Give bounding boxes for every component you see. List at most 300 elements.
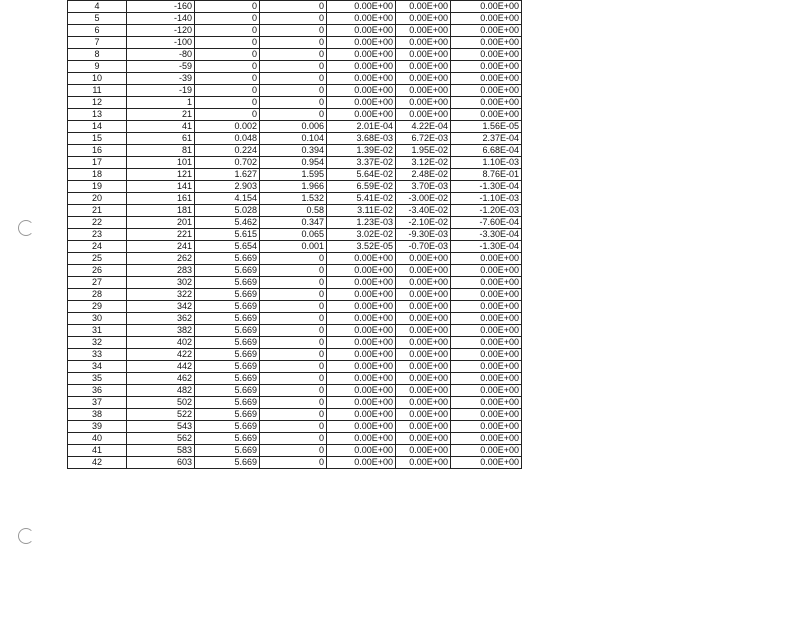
table-row [68, 85, 522, 97]
table-cell: 0.00E+00 [451, 49, 522, 61]
table-cell: 13 [68, 109, 127, 121]
table-cell: 0.00E+00 [451, 421, 522, 433]
table-cell: 2.01E-04 [327, 121, 396, 133]
table-row [68, 97, 522, 109]
table-cell: -39 [127, 73, 195, 85]
table-cell: 0 [195, 73, 260, 85]
table-cell: 5.669 [195, 289, 260, 301]
table-cell: -100 [127, 37, 195, 49]
table-cell: 41 [68, 445, 127, 457]
table-cell: 25 [68, 253, 127, 265]
table-cell: 5.669 [195, 253, 260, 265]
table-cell: 121 [127, 169, 195, 181]
table-cell: 0.00E+00 [327, 313, 396, 325]
table-cell: 5.669 [195, 325, 260, 337]
table-cell: 5.669 [195, 301, 260, 313]
table-cell: -1.30E-04 [451, 241, 522, 253]
table-cell: -59 [127, 61, 195, 73]
table-cell: 14 [68, 121, 127, 133]
table-cell: 0.00E+00 [327, 397, 396, 409]
table-cell: 0.00E+00 [396, 421, 451, 433]
table-cell: 0 [260, 277, 327, 289]
table-row [68, 253, 522, 265]
table-cell: 5 [68, 13, 127, 25]
table-cell: 0.00E+00 [451, 289, 522, 301]
table-cell: 0.00E+00 [396, 265, 451, 277]
table-cell: 5.669 [195, 421, 260, 433]
table-cell: 0.00E+00 [396, 85, 451, 97]
table-cell: 5.669 [195, 349, 260, 361]
table-cell: 6 [68, 25, 127, 37]
table-cell: 0 [260, 457, 327, 469]
table-cell: 0.00E+00 [327, 301, 396, 313]
table-cell: 0.00E+00 [327, 337, 396, 349]
table-row [68, 241, 522, 253]
table-cell: 0.00E+00 [396, 373, 451, 385]
table-cell: 322 [127, 289, 195, 301]
table-cell: 15 [68, 133, 127, 145]
table-cell: 35 [68, 373, 127, 385]
table-cell: 0.00E+00 [396, 253, 451, 265]
table-cell: -140 [127, 13, 195, 25]
table-row [68, 133, 522, 145]
table-cell: 0.00E+00 [327, 97, 396, 109]
table-cell: 0 [260, 349, 327, 361]
table-cell: 0.00E+00 [327, 265, 396, 277]
table-cell: 0.00E+00 [327, 349, 396, 361]
table-row [68, 13, 522, 25]
table-cell: 1.595 [260, 169, 327, 181]
table-cell: 36 [68, 385, 127, 397]
table-cell: 3.70E-03 [396, 181, 451, 193]
table-row [68, 409, 522, 421]
table-cell: 0 [260, 301, 327, 313]
table-cell: 8.76E-01 [451, 169, 522, 181]
table-cell: 5.669 [195, 361, 260, 373]
table-cell: 0.00E+00 [327, 277, 396, 289]
table-cell: 0.00E+00 [451, 97, 522, 109]
table-row [68, 145, 522, 157]
table-cell: 0.00E+00 [451, 25, 522, 37]
table-cell: 0.104 [260, 133, 327, 145]
table-cell: 4 [68, 1, 127, 13]
table-cell: 0.00E+00 [396, 37, 451, 49]
table-cell: 5.669 [195, 433, 260, 445]
table-cell: 0.00E+00 [327, 433, 396, 445]
table-cell: 0.224 [195, 145, 260, 157]
table-cell: 0.00E+00 [396, 337, 451, 349]
table-cell: 0 [260, 37, 327, 49]
table-cell: 21 [127, 109, 195, 121]
table-cell: 81 [127, 145, 195, 157]
table-cell: 0.00E+00 [396, 97, 451, 109]
table-cell: 12 [68, 97, 127, 109]
table-cell: 21 [68, 205, 127, 217]
table-cell: 40 [68, 433, 127, 445]
table-cell: 0.00E+00 [327, 1, 396, 13]
table-row [68, 193, 522, 205]
table-cell: 0 [260, 361, 327, 373]
table-cell: 0.00E+00 [451, 373, 522, 385]
table-cell: 0.00E+00 [396, 409, 451, 421]
table-cell: 0 [260, 97, 327, 109]
table-cell: 3.12E-02 [396, 157, 451, 169]
table-cell: 382 [127, 325, 195, 337]
table-cell: 141 [127, 181, 195, 193]
table-cell: 5.462 [195, 217, 260, 229]
table-cell: 29 [68, 301, 127, 313]
table-cell: 0.00E+00 [396, 1, 451, 13]
table-cell: 1.627 [195, 169, 260, 181]
table-cell: -0.70E-03 [396, 241, 451, 253]
table-cell: 0 [260, 49, 327, 61]
table-row [68, 37, 522, 49]
table-cell: 0.00E+00 [451, 37, 522, 49]
table-cell: 5.669 [195, 397, 260, 409]
table-cell: 0.00E+00 [451, 433, 522, 445]
table-row [68, 349, 522, 361]
table-cell: 0 [260, 325, 327, 337]
table-cell: 0.00E+00 [451, 73, 522, 85]
table-cell: 0.00E+00 [327, 109, 396, 121]
table-cell: 0.00E+00 [451, 301, 522, 313]
table-row [68, 445, 522, 457]
table-cell: 28 [68, 289, 127, 301]
table-cell: 1.39E-02 [327, 145, 396, 157]
table-cell: 0 [195, 13, 260, 25]
table-cell: 0.00E+00 [396, 73, 451, 85]
table-cell: 342 [127, 301, 195, 313]
table-cell: 0.00E+00 [396, 325, 451, 337]
table-row [68, 181, 522, 193]
table-cell: 6.59E-02 [327, 181, 396, 193]
table-cell: 0.00E+00 [396, 349, 451, 361]
table-cell: 0.00E+00 [451, 361, 522, 373]
table-cell: 2.37E-04 [451, 133, 522, 145]
table-cell: 502 [127, 397, 195, 409]
table-row [68, 277, 522, 289]
table-cell: 0.00E+00 [451, 61, 522, 73]
table-cell: 16 [68, 145, 127, 157]
table-cell: 5.669 [195, 409, 260, 421]
table-cell: 24 [68, 241, 127, 253]
table-cell: 0 [260, 13, 327, 25]
table-cell: 0.00E+00 [396, 109, 451, 121]
table-cell: 0 [260, 253, 327, 265]
table-cell: 0.00E+00 [396, 277, 451, 289]
table-cell: 37 [68, 397, 127, 409]
table-cell: 0 [260, 25, 327, 37]
table-cell: 0 [260, 433, 327, 445]
table-cell: -2.10E-02 [396, 217, 451, 229]
table-row [68, 361, 522, 373]
table-cell: 41 [127, 121, 195, 133]
table-cell: 0.00E+00 [327, 325, 396, 337]
table-cell: 0 [195, 85, 260, 97]
table-cell: -1.10E-03 [451, 193, 522, 205]
table-cell: 0.58 [260, 205, 327, 217]
table-cell: -1.30E-04 [451, 181, 522, 193]
table-cell: 1.532 [260, 193, 327, 205]
table-cell: 5.669 [195, 445, 260, 457]
table-cell: 0.00E+00 [396, 457, 451, 469]
table-cell: 0.00E+00 [451, 13, 522, 25]
table-cell: 0.00E+00 [327, 445, 396, 457]
table-cell: 18 [68, 169, 127, 181]
table-cell: 283 [127, 265, 195, 277]
table-cell: 181 [127, 205, 195, 217]
table-cell: 0 [195, 49, 260, 61]
table-cell: 3.11E-02 [327, 205, 396, 217]
table-cell: 0.00E+00 [396, 61, 451, 73]
table-cell: 5.64E-02 [327, 169, 396, 181]
table-cell: 0.065 [260, 229, 327, 241]
table-cell: -3.30E-04 [451, 229, 522, 241]
table-cell: 0 [260, 265, 327, 277]
table-row [68, 25, 522, 37]
table-cell: 20 [68, 193, 127, 205]
table-cell: 3.68E-03 [327, 133, 396, 145]
table-cell: 32 [68, 337, 127, 349]
table-cell: 5.669 [195, 265, 260, 277]
table-cell: 0.00E+00 [327, 61, 396, 73]
table-cell: 0.00E+00 [451, 349, 522, 361]
table-cell: 34 [68, 361, 127, 373]
table-cell: 0.00E+00 [396, 49, 451, 61]
table-cell: 0.002 [195, 121, 260, 133]
table-cell: 0.394 [260, 145, 327, 157]
table-cell: 0.00E+00 [451, 313, 522, 325]
table-cell: 0.00E+00 [396, 13, 451, 25]
table-row [68, 229, 522, 241]
table-cell: 5.669 [195, 277, 260, 289]
table-cell: 0.702 [195, 157, 260, 169]
table-cell: 0.00E+00 [451, 337, 522, 349]
table-row [68, 397, 522, 409]
table-cell: 5.654 [195, 241, 260, 253]
table-cell: 0.00E+00 [327, 457, 396, 469]
table-cell: 1.10E-03 [451, 157, 522, 169]
table-cell: 0.347 [260, 217, 327, 229]
table-cell: 302 [127, 277, 195, 289]
table-cell: 4.22E-04 [396, 121, 451, 133]
table-cell: 0.00E+00 [327, 409, 396, 421]
punch-hole-mark-lower [18, 528, 34, 544]
table-cell: 0.00E+00 [451, 277, 522, 289]
table-cell: 522 [127, 409, 195, 421]
table-cell: 1 [127, 97, 195, 109]
table-cell: 0.00E+00 [327, 49, 396, 61]
table-cell: 6.68E-04 [451, 145, 522, 157]
table-cell: 0.00E+00 [451, 1, 522, 13]
table-cell: 0.001 [260, 241, 327, 253]
table-cell: 0.00E+00 [451, 85, 522, 97]
table-cell: 583 [127, 445, 195, 457]
table-cell: 422 [127, 349, 195, 361]
table-row [68, 325, 522, 337]
table-cell: 0 [260, 385, 327, 397]
table-cell: 30 [68, 313, 127, 325]
table-cell: 0.00E+00 [327, 85, 396, 97]
table-cell: 5.028 [195, 205, 260, 217]
table-cell: 0 [260, 445, 327, 457]
table-cell: 262 [127, 253, 195, 265]
table-cell: 42 [68, 457, 127, 469]
table-cell: 5.41E-02 [327, 193, 396, 205]
table-row [68, 121, 522, 133]
table-cell: 0 [260, 397, 327, 409]
table-row [68, 457, 522, 469]
table-cell: 201 [127, 217, 195, 229]
table-cell: 4.154 [195, 193, 260, 205]
table-row [68, 61, 522, 73]
table-cell: 0.00E+00 [327, 361, 396, 373]
table-cell: 402 [127, 337, 195, 349]
table-cell: -9.30E-03 [396, 229, 451, 241]
table-cell: 0.00E+00 [327, 289, 396, 301]
table-cell: 1.56E-05 [451, 121, 522, 133]
table-cell: 0.00E+00 [451, 385, 522, 397]
table-cell: 0.00E+00 [396, 445, 451, 457]
table-row [68, 313, 522, 325]
table-cell: 2.903 [195, 181, 260, 193]
table-cell: -3.40E-02 [396, 205, 451, 217]
table-cell: 0.00E+00 [396, 313, 451, 325]
table-cell: 0.00E+00 [451, 409, 522, 421]
table-cell: -1.20E-03 [451, 205, 522, 217]
table-cell: 5.669 [195, 373, 260, 385]
table-cell: 0.00E+00 [327, 25, 396, 37]
table-cell: 17 [68, 157, 127, 169]
table-cell: 0.00E+00 [396, 385, 451, 397]
table-cell: 0.00E+00 [451, 445, 522, 457]
table-cell: 0 [260, 61, 327, 73]
table-cell: 0.00E+00 [396, 361, 451, 373]
table-cell: 0 [260, 1, 327, 13]
table-cell: 0.00E+00 [327, 421, 396, 433]
table-cell: 0.00E+00 [451, 253, 522, 265]
table-cell: 0 [195, 1, 260, 13]
table-row [68, 205, 522, 217]
table-cell: 161 [127, 193, 195, 205]
table-cell: 5.669 [195, 385, 260, 397]
table-cell: 0.00E+00 [451, 457, 522, 469]
table-cell: 23 [68, 229, 127, 241]
table-cell: 543 [127, 421, 195, 433]
table-cell: 10 [68, 73, 127, 85]
table-cell: 33 [68, 349, 127, 361]
table-cell: 0.00E+00 [396, 397, 451, 409]
table-cell: 0.00E+00 [396, 301, 451, 313]
table-cell: 0.00E+00 [327, 373, 396, 385]
table-row [68, 157, 522, 169]
table-cell: 0.00E+00 [327, 73, 396, 85]
table-row [68, 373, 522, 385]
table-cell: 9 [68, 61, 127, 73]
table-cell: 61 [127, 133, 195, 145]
table-cell: 0 [260, 409, 327, 421]
table-cell: -80 [127, 49, 195, 61]
table-cell: 0 [260, 373, 327, 385]
table-cell: 0 [260, 313, 327, 325]
table-cell: 6.72E-03 [396, 133, 451, 145]
data-table-body [68, 1, 522, 469]
table-row [68, 385, 522, 397]
table-row [68, 337, 522, 349]
table-row [68, 109, 522, 121]
table-cell: 5.615 [195, 229, 260, 241]
table-cell: 19 [68, 181, 127, 193]
table-cell: 0.048 [195, 133, 260, 145]
table-cell: 0 [195, 61, 260, 73]
table-cell: 7 [68, 37, 127, 49]
table-cell: 442 [127, 361, 195, 373]
table-row [68, 217, 522, 229]
table-cell: 31 [68, 325, 127, 337]
table-cell: 0.00E+00 [327, 13, 396, 25]
table-cell: 0.00E+00 [451, 325, 522, 337]
table-row [68, 265, 522, 277]
table-cell: 0.006 [260, 121, 327, 133]
table-row [68, 289, 522, 301]
table-cell: 0 [260, 289, 327, 301]
table-cell: 1.23E-03 [327, 217, 396, 229]
table-cell: 0.954 [260, 157, 327, 169]
table-cell: 0 [260, 337, 327, 349]
table-cell: 482 [127, 385, 195, 397]
table-cell: 0.00E+00 [327, 385, 396, 397]
table-cell: 0.00E+00 [396, 25, 451, 37]
table-cell: 0 [195, 97, 260, 109]
table-row [68, 433, 522, 445]
table-cell: 5.669 [195, 313, 260, 325]
table-cell: 8 [68, 49, 127, 61]
table-cell: 3.02E-02 [327, 229, 396, 241]
table-cell: 0 [260, 85, 327, 97]
table-cell: 1.95E-02 [396, 145, 451, 157]
punch-hole-mark-upper [18, 220, 34, 236]
table-row [68, 73, 522, 85]
table-cell: 0.00E+00 [451, 109, 522, 121]
table-cell: 0.00E+00 [396, 433, 451, 445]
table-cell: 3.52E-05 [327, 241, 396, 253]
table-cell: -160 [127, 1, 195, 13]
table-cell: 0.00E+00 [396, 289, 451, 301]
table-cell: 2.48E-02 [396, 169, 451, 181]
table-cell: 38 [68, 409, 127, 421]
table-cell: 27 [68, 277, 127, 289]
table-row [68, 169, 522, 181]
table-cell: 362 [127, 313, 195, 325]
table-row [68, 49, 522, 61]
table-cell: -7.60E-04 [451, 217, 522, 229]
table-cell: 0 [260, 109, 327, 121]
table-cell: 101 [127, 157, 195, 169]
table-cell: 0 [260, 421, 327, 433]
table-cell: 1.966 [260, 181, 327, 193]
table-row [68, 1, 522, 13]
table-row [68, 421, 522, 433]
table-cell: 0 [195, 25, 260, 37]
table-cell: 0 [260, 73, 327, 85]
table-cell: 241 [127, 241, 195, 253]
table-cell: 562 [127, 433, 195, 445]
table-cell: 0.00E+00 [451, 265, 522, 277]
table-cell: 0 [195, 37, 260, 49]
table-cell: -19 [127, 85, 195, 97]
table-cell: 0 [195, 109, 260, 121]
table-cell: 603 [127, 457, 195, 469]
